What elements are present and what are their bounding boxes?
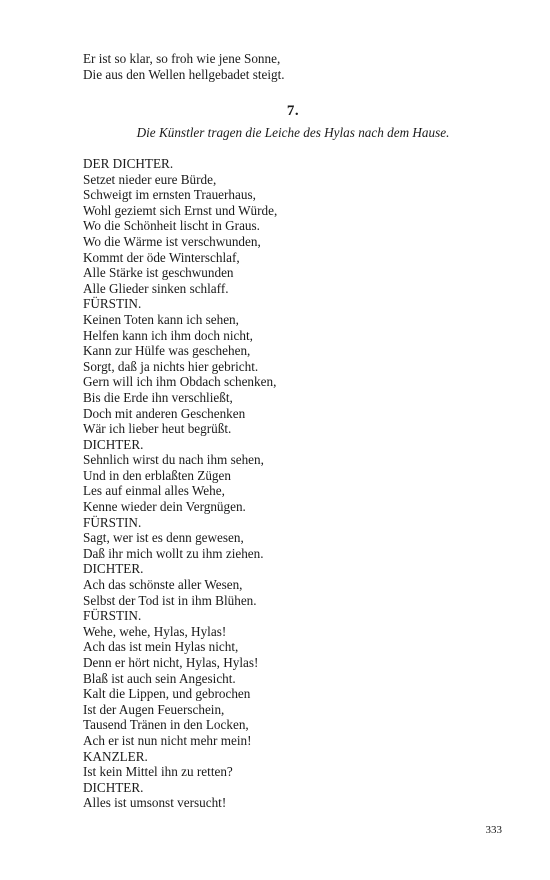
verse-line: Die aus den Wellen hellgebadet steigt. xyxy=(83,66,285,82)
verse-line: Wär ich lieber heut begrüßt. xyxy=(83,421,232,437)
verse-line: Sorgt, daß ja nichts hier gebricht. xyxy=(83,358,259,374)
speaker-label: FÜRSTIN. xyxy=(83,514,142,530)
verse-line: Ach das schönste aller Wesen, xyxy=(83,577,243,593)
verse-line: Wehe, wehe, Hylas, Hylas! xyxy=(83,623,227,639)
verse-line: Kommt der öde Winterschlaf, xyxy=(83,249,240,265)
verse-line: Daß ihr mich wollt zu ihm ziehen. xyxy=(83,545,264,561)
verse-line: Schweigt im ernsten Trauerhaus, xyxy=(83,187,256,203)
verse-line: Er ist so klar, so froh wie jene Sonne, xyxy=(83,51,281,66)
verse-line: Alle Stärke ist geschwunden xyxy=(83,265,234,281)
verse-line: Ist der Augen Feuerschein, xyxy=(83,701,225,717)
verse-line: Kann zur Hülfe was geschehen, xyxy=(83,343,251,359)
verse-line: Gern will ich ihm Obdach schenken, xyxy=(83,374,277,390)
speaker-label: KANZLER. xyxy=(83,748,148,764)
section-number: 7. xyxy=(286,103,300,119)
section-caption: Die Künstler tragen die Leiche des Hylas nach dem Hause. xyxy=(136,125,450,140)
verse-line: Kenne wieder dein Vergnügen. xyxy=(83,499,246,515)
verse-line: Keinen Toten kann ich sehen, xyxy=(83,311,239,327)
verse-line: Kalt die Lippen, und gebrochen xyxy=(83,686,251,702)
speaker-label: DICHTER. xyxy=(83,561,144,577)
verse-line: Helfen kann ich ihm doch nicht, xyxy=(83,327,253,343)
verse-line: Setzet nieder eure Bürde, xyxy=(83,171,217,187)
verse-line: Denn er hört nicht, Hylas, Hylas! xyxy=(83,655,259,670)
verse-line: Les auf einmal alles Wehe, xyxy=(83,483,225,499)
verse-line: Alles ist umsonst versucht! xyxy=(83,795,227,811)
dialogue-verse xyxy=(83,156,503,811)
speaker-label: FÜRSTIN. xyxy=(83,608,142,624)
verse-line: Alle Glieder sinken schlaff. xyxy=(83,280,229,296)
verse-line: Doch mit anderen Geschenken xyxy=(83,405,246,421)
preceding-verse xyxy=(83,51,503,82)
verse-line: Ach das ist mein Hylas nicht, xyxy=(83,639,239,655)
speaker-label: DER DICHTER. xyxy=(83,156,174,171)
verse-line: Tausend Tränen in den Locken, xyxy=(83,717,249,733)
verse-line: Wohl geziemt sich Ernst und Würde, xyxy=(83,202,278,218)
verse-line: Blaß ist auch sein Angesicht. xyxy=(83,670,236,686)
speaker-label: FÜRSTIN. xyxy=(83,296,142,312)
verse-line: Selbst der Tod ist in ihm Blühen. xyxy=(83,592,257,608)
verse-line: Sagt, wer ist es denn gewesen, xyxy=(83,530,244,546)
verse-line: Wo die Schönheit lischt in Graus. xyxy=(83,218,260,234)
page-number: 333 xyxy=(485,824,502,836)
verse-line: Bis die Erde ihn verschließt, xyxy=(83,389,233,405)
verse-line: Und in den erblaßten Zügen xyxy=(83,467,231,483)
verse-line: Ach er ist nun nicht mehr mein! xyxy=(83,732,252,748)
speaker-label: DICHTER. xyxy=(83,779,144,795)
verse-line: Sehnlich wirst du nach ihm sehen, xyxy=(83,452,264,468)
verse-line: Ist kein Mittel ihn zu retten? xyxy=(83,764,233,780)
speaker-label: DICHTER. xyxy=(83,436,144,452)
verse-line: Wo die Wärme ist verschwunden, xyxy=(83,233,261,249)
